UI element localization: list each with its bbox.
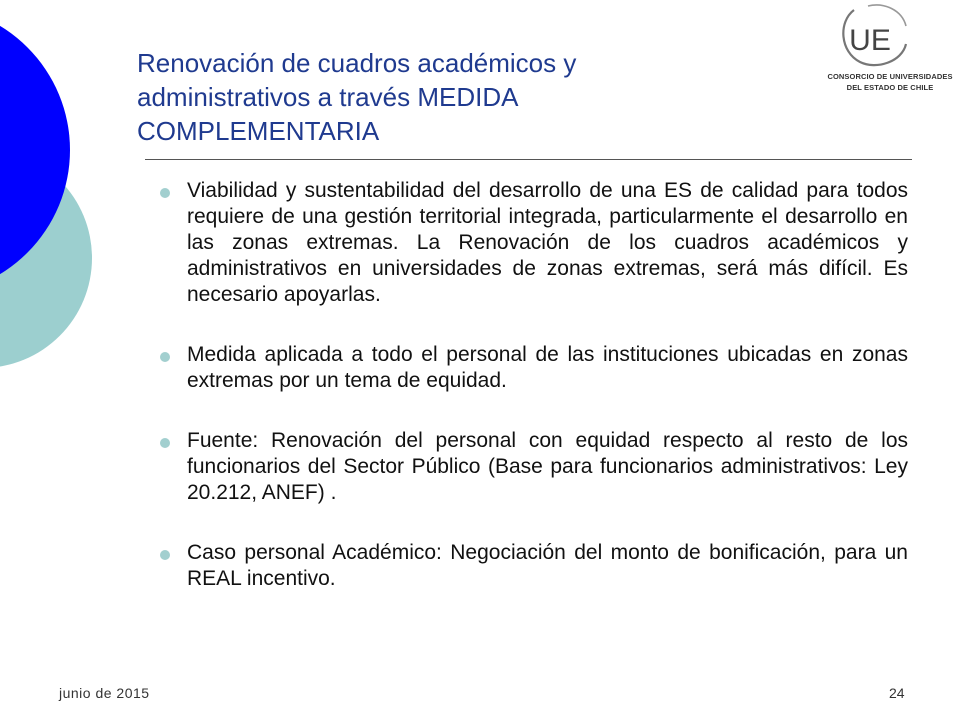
bullet-list — [160, 178, 908, 626]
decorative-circles — [0, 0, 100, 380]
bullet-dot — [160, 188, 170, 198]
footer-date: junio de 2015 — [59, 685, 150, 701]
title-divider — [145, 159, 912, 160]
bullet-dot — [160, 550, 170, 560]
bullet-item — [160, 178, 908, 308]
bullet-dot — [160, 438, 170, 448]
title-line-1: Renovación de cuadros académicos y — [137, 48, 577, 78]
logo-mark: UE — [849, 24, 891, 57]
slide-title — [137, 46, 817, 148]
bullet-text: Caso personal Académico: Negociación del monto de bonificación, para un REAL incentivo. — [187, 541, 908, 590]
bullet-text: Viabilidad y sustentabilidad del desarrollo de una ES de calidad para todos requiere de una gestión territorial integrada, particularmente el desarrollo en las zonas extremas. La Renovación de los cuadros académicos y administrativos en universidades de zonas extremas, será más difícil. Es necesario apoyarlas. — [187, 179, 908, 306]
bullet-dot — [160, 352, 170, 362]
title-line-2: administrativos a través MEDIDA — [137, 82, 519, 112]
logo-text — [822, 71, 958, 93]
bullet-text: Medida aplicada a todo el personal de las instituciones ubicadas en zonas extremas por un tema de equidad. — [187, 343, 908, 392]
bullet-item — [160, 540, 908, 592]
title-line-3: COMPLEMENTARIA — [137, 116, 380, 146]
logo-line-1: CONSORCIO DE UNIVERSIDADES — [827, 72, 953, 81]
logo-line-2: DEL ESTADO DE CHILE — [846, 83, 934, 92]
bullet-text: Fuente: Renovación del personal con equidad respecto al resto de los funcionarios del Sector Público (Base para funcionarios administrativos: Ley 20.212, ANEF) . — [187, 429, 908, 504]
bullet-item — [160, 342, 908, 394]
bullet-item — [160, 428, 908, 506]
page-number: 24 — [889, 685, 905, 701]
